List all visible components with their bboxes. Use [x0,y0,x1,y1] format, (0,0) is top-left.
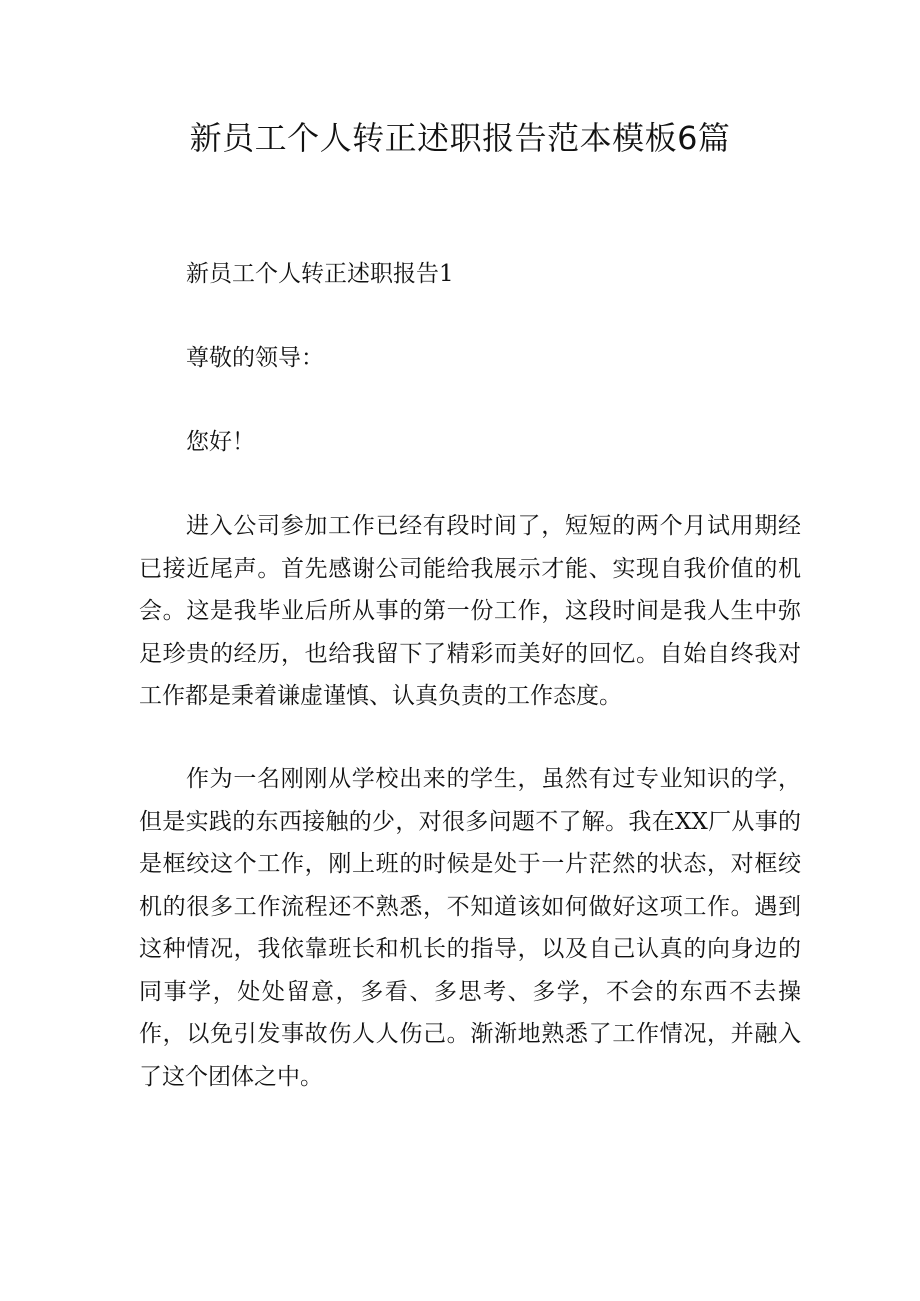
section-heading: 新员工个人转正述职报告1 [186,261,454,287]
salutation: 尊敬的领导： [186,345,324,371]
paragraph-intro: 进入公司参加工作已经有段时间了，短短的两个月试用期经已接近尾声。首先感谢公司能给我展示才能、实现自我价值的机会。这是我毕业后所从事的第一份工作，这段时间是我人生中弥足珍贵的经历，也给我留下了精彩而美好的回忆。自始自终我对工作都是秉着谦虚谨慎、认真负责的工作态度。 [139,513,801,709]
greeting: 您好！ [186,429,255,455]
document-title: 新员工个人转正述职报告范本模板6篇 [189,119,731,157]
paragraph-experience: 作为一名刚刚从学校出来的学生，虽然有过专业知识的学，但是实践的东西接触的少，对很多问题不了解。我在XX厂从事的是框绞这个工作，刚上班的时候是处于一片茫然的状态，对框绞机的很多工作流程还不熟悉，不知道该如何做好这项工作。遇到这种情况，我依靠班长和机长的指导，以及自己认真的向身边的同事学，处处留意，多看、多思考、多学，不会的东西不去操作，以免引发事故伤人人伤己。渐渐地熟悉了工作情况，并融入了这个团体之中。 [139,766,801,1090]
